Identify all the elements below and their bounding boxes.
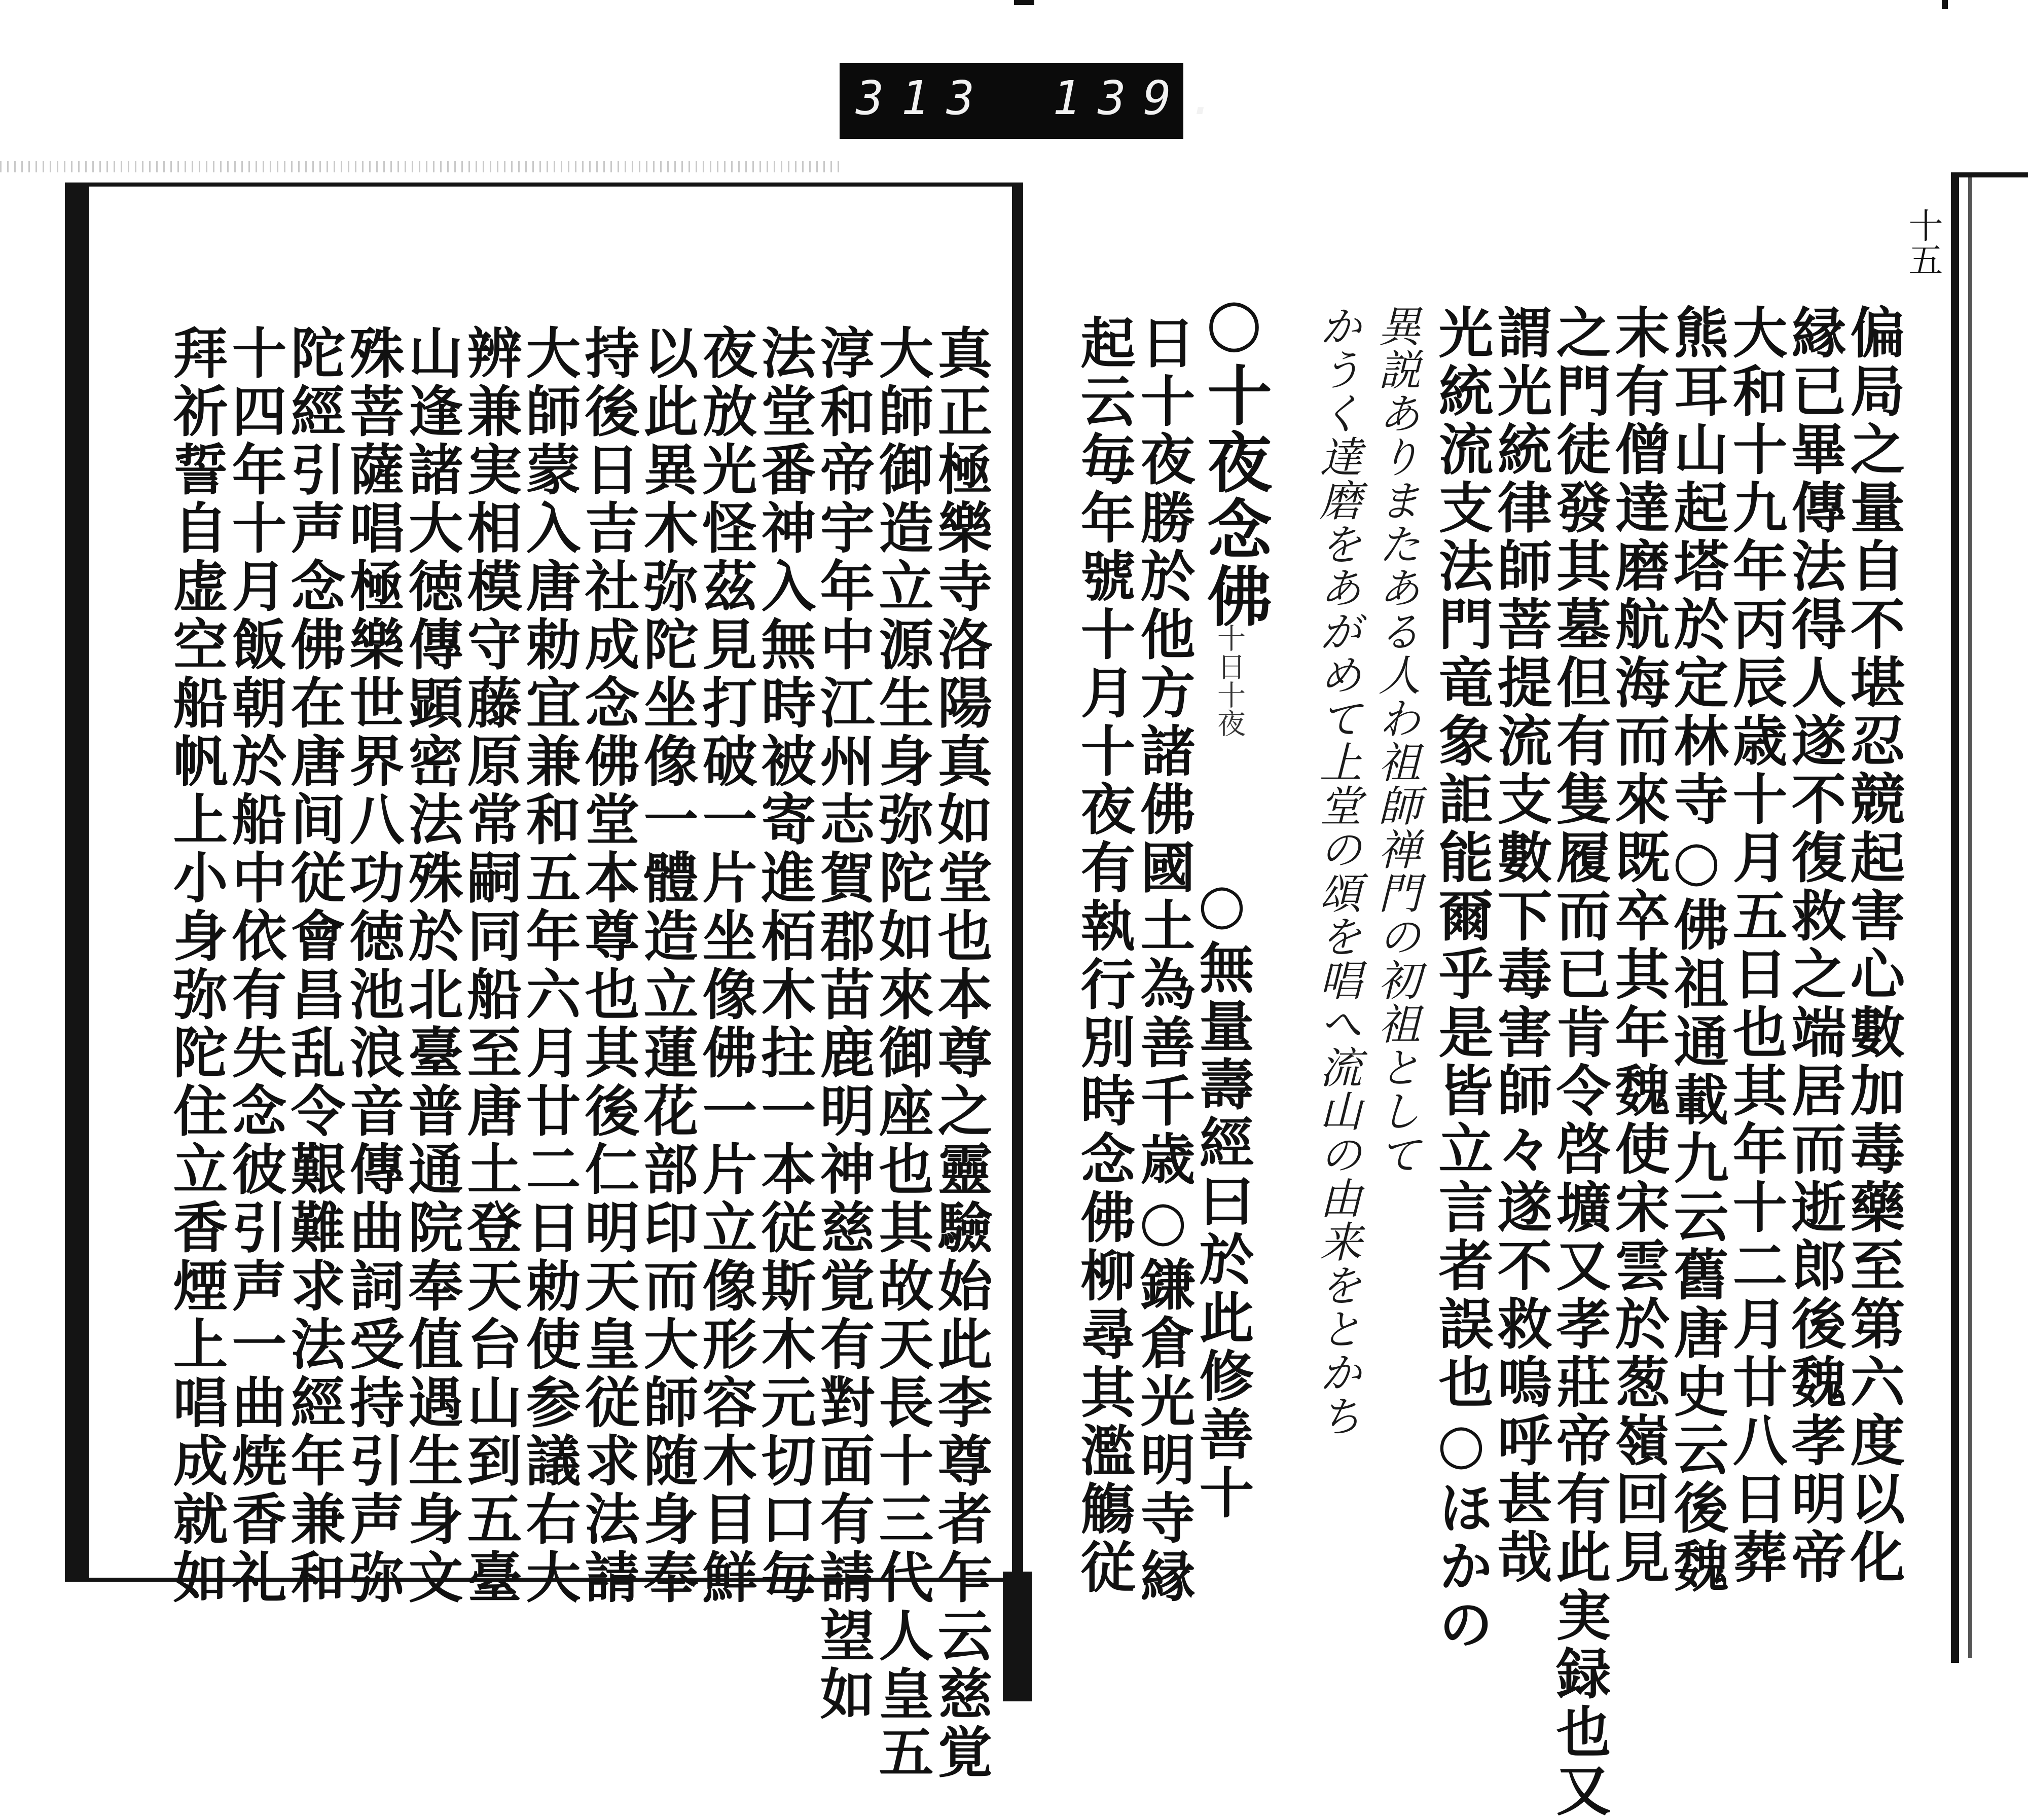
left-page-border bbox=[65, 183, 89, 1582]
text-column: 之門徒發其墓但有隻履而已肯令啓壙又孝莊帝有此実録也又 bbox=[1547, 304, 1611, 1820]
text-column: 真正極樂寺洛陽真如堂也本尊之靈驗始此李尊者乍云慈覚 bbox=[928, 324, 992, 1782]
spine-binding bbox=[1003, 1572, 1032, 1701]
text-column: 大和十九年丙辰歳十月五日也其年十二月廿八日葬 bbox=[1723, 304, 1787, 1587]
text-column: 日十夜勝於他方諸佛國土為善千歳○鎌倉光明寺縁 bbox=[1131, 314, 1195, 1606]
scan-noise bbox=[0, 161, 842, 172]
text-column: 山逢諸大徳傳顕密法殊於北臺普通院奉值遇生身文 bbox=[399, 324, 463, 1607]
section-header-line: ○無量壽經曰於此修善十 bbox=[1190, 872, 1254, 1522]
page-number: 十五 bbox=[1903, 208, 1943, 277]
right-page-top-edge bbox=[1952, 172, 2028, 177]
text-column: 光統流支法門竜象詎能爾乎是皆立言者誤也○ほかの bbox=[1429, 304, 1493, 1654]
text-column: 熊耳山起塔於定林寺○佛祖通載九云舊唐史云後魏 bbox=[1664, 304, 1728, 1596]
frame-counter-frame: 139. bbox=[1053, 71, 1234, 125]
text-column: 持後日吉社成念佛堂本尊也其後仁明天皇従求法請 bbox=[575, 324, 639, 1607]
text-column: 殊菩薩唱極樂世界八功徳池浪音傳曲詞受持引声弥 bbox=[340, 324, 404, 1607]
left-page-top-edge bbox=[89, 183, 1017, 187]
frame-counter-reel: 313 bbox=[856, 71, 992, 125]
text-column: 法堂番神入無時被寄進栢木拄一本従斯木元切口毎 bbox=[752, 324, 816, 1607]
text-column: 末有僧達磨航海而來既卒其年魏使宋雲於葱嶺回見 bbox=[1606, 304, 1670, 1587]
text-column: 異説ありまたある人わ祖師禅門の初祖として bbox=[1371, 304, 1421, 1176]
text-column: 夜放光怪茲見打破一片坐像佛一片立像形容木目鮮 bbox=[693, 324, 757, 1607]
text-column: 偏局之量自不堪忍競起害心數加毒藥至第六度以化 bbox=[1841, 304, 1905, 1587]
text-column: 縁已畢傳法得人遂不復救之端居而逝郎後魏孝明帝 bbox=[1782, 304, 1846, 1587]
text-column: 以此異木弥陀坐像一體造立蓮花部印而大師随身奉 bbox=[634, 324, 698, 1607]
text-column: 起云毎年號十月十夜有執行別時念佛柳尋其濫觴従 bbox=[1071, 314, 1135, 1597]
frame-counter-label bbox=[840, 63, 1234, 139]
film-edge-mark bbox=[1942, 0, 1948, 9]
right-page-border-inner bbox=[1968, 177, 1972, 1658]
text-column: 辨兼実相模守藤原常嗣同船至唐土登天台山到五臺 bbox=[458, 324, 522, 1607]
book-spine bbox=[1012, 183, 1023, 1693]
text-column: 陀經引声念佛在唐间従會昌乱令艱難求法經年兼和 bbox=[281, 324, 345, 1607]
right-page-border bbox=[1951, 172, 1959, 1663]
text-column: 拜祈誓自虚空船帆上小身弥陀住立香煙上唱成就如 bbox=[164, 324, 228, 1607]
text-column: 淳和帝宇年中江州志賀郡苗鹿明神慈覚有對面有請望如 bbox=[811, 324, 875, 1724]
text-column: かうく達磨をあがめて上堂の頌を唱へ流山の由来をとかち bbox=[1313, 304, 1362, 1438]
text-column: 謂光統律師菩提流支數下毒害師々遂不救嗚呼甚哉 bbox=[1488, 304, 1552, 1587]
film-edge-mark bbox=[1014, 0, 1034, 5]
text-column: 大師御造立源生身弥陀如來御座也其故天長十三代人皇五 bbox=[870, 324, 933, 1782]
section-heading: ○十夜念佛 bbox=[1196, 284, 1272, 630]
text-column: 大師蒙入唐勅宜兼和五年六月廿二日勅使参議右大 bbox=[517, 324, 581, 1607]
text-column: 十四年十月飯朝於船中依有失念彼引声一曲焼香礼 bbox=[223, 324, 286, 1607]
heading-annotation: 十日十夜 bbox=[1213, 624, 1246, 737]
